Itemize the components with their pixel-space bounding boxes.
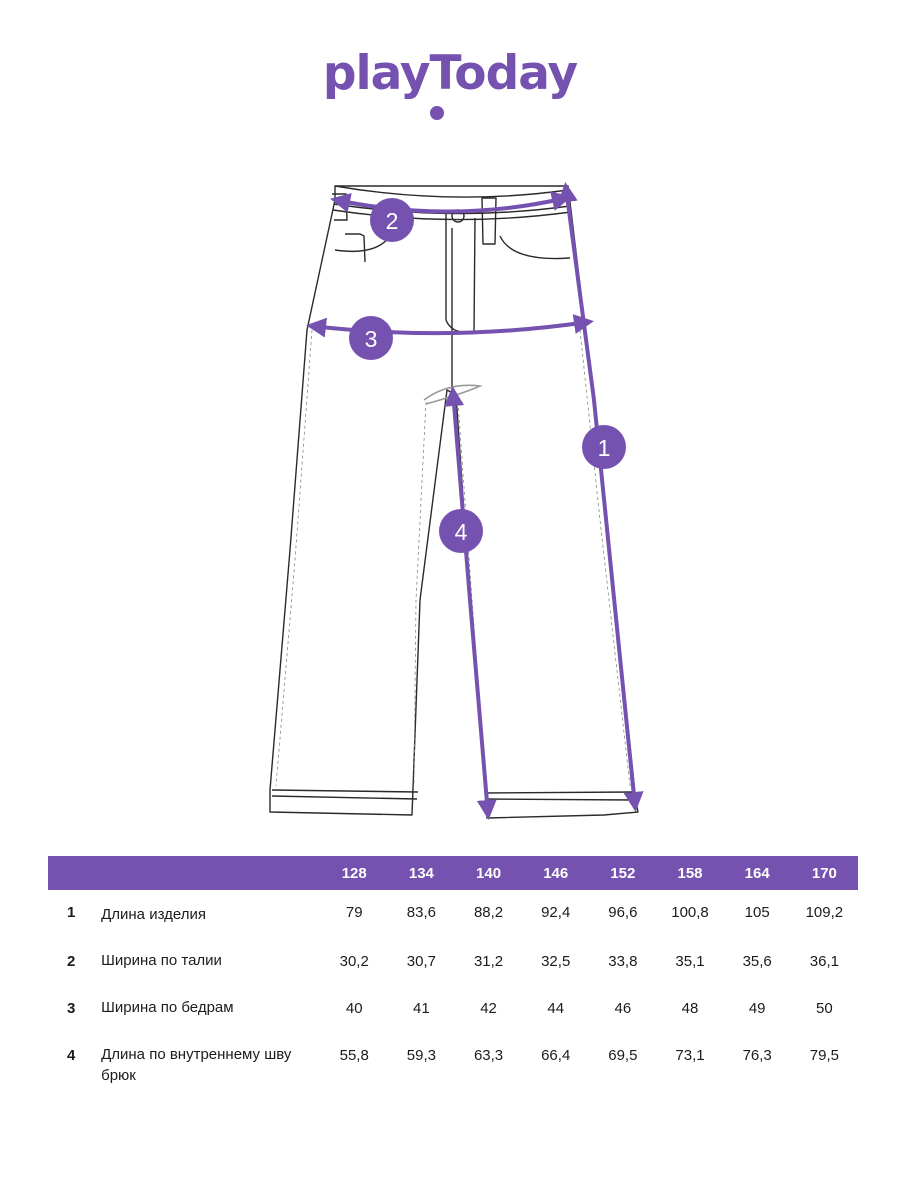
cell-value: 35,6 (742, 953, 772, 970)
row-number: 3 (67, 1000, 76, 1017)
cell-value: 79 (345, 904, 363, 921)
table-row (48, 940, 858, 987)
marker-2 (370, 198, 414, 242)
table-row (48, 987, 858, 1034)
right-pocket (500, 236, 570, 259)
cell-value: 63,3 (473, 1047, 504, 1064)
cell-value: 40 (345, 1000, 363, 1017)
cell-value: 36,1 (809, 953, 839, 970)
cell-value: 76,3 (742, 1047, 772, 1064)
row-label: Ширина по бедрам (101, 999, 234, 1016)
row-number: 1 (67, 904, 76, 921)
cell-value: 42 (480, 1000, 497, 1017)
logo-dot (430, 106, 444, 120)
row-number: 2 (67, 953, 76, 970)
table-row (48, 1034, 858, 1086)
size-header: 128 (341, 864, 367, 882)
cell-value: 69,5 (608, 1047, 638, 1064)
measure-inseam-line (453, 392, 488, 814)
cell-value: 88,2 (473, 904, 504, 921)
marker-label: 2 (385, 208, 399, 234)
right-hem (485, 792, 634, 800)
cell-value: 46 (614, 1000, 632, 1017)
brand-logo: playToday (322, 46, 578, 101)
size-header: 134 (408, 864, 434, 882)
cell-value: 66,4 (541, 1047, 571, 1064)
cell-value: 44 (547, 1000, 565, 1017)
cell-value: 79,5 (809, 1047, 839, 1064)
row-label: Длина изделия (101, 906, 206, 923)
cell-value: 35,1 (675, 953, 705, 970)
row-label: Длина по внутреннему шву брюк (101, 1046, 292, 1084)
header-blank (94, 856, 321, 890)
belt-loop-left (332, 194, 347, 220)
cell-value: 49 (748, 1000, 766, 1017)
cell-value: 33,8 (608, 953, 638, 970)
size-chart-table (48, 856, 858, 1086)
cell-value: 31,2 (473, 953, 504, 970)
marker-label: 3 (364, 326, 378, 352)
cell-value: 48 (681, 1000, 699, 1017)
size-header: 140 (476, 864, 502, 882)
cell-value: 100,8 (671, 904, 709, 921)
fly-line (446, 212, 475, 333)
size-header: 152 (610, 864, 636, 882)
marker-3 (349, 316, 393, 360)
table-row (48, 890, 858, 940)
cell-value: 92,4 (541, 904, 571, 921)
cell-value: 55,8 (339, 1047, 369, 1064)
cell-value: 73,1 (675, 1047, 705, 1064)
measure-length-line (566, 188, 635, 806)
cell-value: 50 (816, 1000, 833, 1017)
left-hem (272, 790, 418, 799)
marker-4 (439, 509, 483, 553)
marker-label: 4 (454, 519, 468, 545)
cell-value: 30,2 (339, 953, 369, 970)
size-header: 158 (677, 864, 703, 882)
pants-outline (270, 186, 638, 818)
size-header-row (48, 856, 858, 890)
cell-value: 30,7 (406, 953, 436, 970)
row-label: Ширина по талии (101, 952, 222, 969)
header-blank (48, 856, 94, 890)
cell-value: 41 (413, 1000, 430, 1017)
measure-waist-line (336, 198, 566, 212)
size-header: 170 (811, 864, 837, 882)
marker-1 (582, 425, 626, 469)
pants-body (270, 186, 638, 818)
marker-label: 1 (597, 435, 611, 461)
size-header: 164 (744, 864, 770, 882)
row-number: 4 (67, 1047, 76, 1064)
cell-value: 105 (744, 904, 770, 921)
cell-value: 96,6 (608, 904, 638, 921)
cell-value: 109,2 (805, 904, 844, 921)
belt-loop-right (482, 198, 496, 244)
cell-value: 32,5 (541, 953, 571, 970)
size-header: 146 (543, 864, 569, 882)
cell-value: 83,6 (406, 904, 436, 921)
cell-value: 59,3 (406, 1047, 436, 1064)
pants-technical-drawing (0, 170, 900, 830)
